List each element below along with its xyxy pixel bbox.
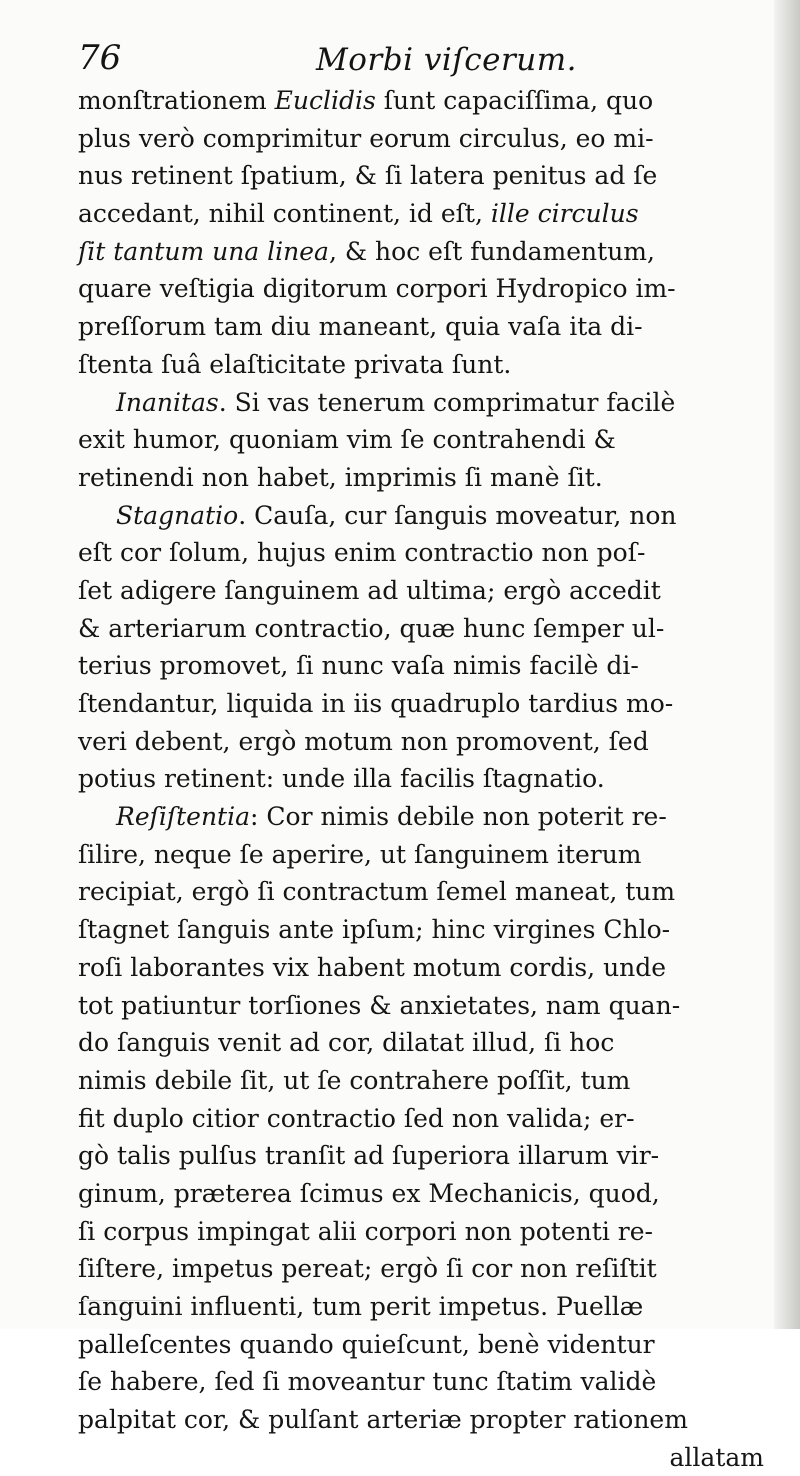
text-run: exit humor, quoniam vim ſe contrahendi &: [78, 425, 616, 455]
page-footer-rule: [82, 1282, 162, 1301]
text-run: . Si vas tenerum comprimatur facilè: [218, 387, 676, 417]
text-run: quare veſtigia digitorum corpori Hydropico im-: [78, 274, 676, 304]
text-line: [78, 1100, 768, 1138]
text-line: [78, 459, 768, 497]
page-number: 76: [78, 38, 122, 78]
text-run: fit duplo citior contractio ſed non valida; er-: [78, 1103, 635, 1133]
text-run: potius retinent: unde illa facilis ſtagnatio.: [78, 764, 605, 794]
text-run: roſi laborantes vix habent motum cordis, unde: [78, 952, 667, 982]
text-line: [78, 987, 768, 1025]
text-run: terius promovet, ſi nunc vaſa nimis facilè di-: [78, 651, 639, 681]
page-gutter-shadow: [774, 0, 800, 1329]
italic-term: Reſiſtentia: [116, 802, 251, 832]
text-line: [78, 760, 768, 798]
text-line: [78, 1213, 768, 1251]
italic-term: Euclidis: [274, 86, 376, 115]
italic-term: ille circulus: [490, 199, 639, 229]
text-line: [78, 534, 768, 572]
italic-term: Stagnatio: [116, 500, 239, 530]
text-line: [78, 346, 768, 384]
text-line: [78, 873, 768, 911]
text-run: do ſanguis venit ad cor, dilatat illud, ſi hoc: [78, 1028, 615, 1058]
text-line: [78, 120, 768, 158]
text-run: recipiat, ergò ſi contractum ſemel maneat, tum: [78, 877, 676, 907]
text-run: palleſcentes quando quieſcunt, benè videntur: [78, 1329, 655, 1359]
text-line: [78, 233, 768, 271]
text-run: ſet adigere ſanguinem ad ultima; ergò accedit: [78, 575, 661, 605]
text-run: . Cauſa, cur ſanguis moveatur, non: [238, 500, 677, 530]
text-line: [78, 1175, 768, 1213]
text-run: ſiſtere, impetus pereat; ergò ſi cor non reſiſtit: [78, 1254, 657, 1284]
text-line: [78, 949, 768, 987]
text-line: [78, 497, 768, 535]
text-run: , & hoc eſt fundamentum,: [328, 236, 655, 266]
text-line: [78, 1250, 768, 1288]
running-head: [78, 36, 768, 84]
text-line: [78, 610, 768, 648]
text-run: ſtagnet ſanguis ante ipſum; hinc virgines Chlo-: [78, 915, 671, 945]
text-line: [78, 1401, 768, 1439]
text-line: [78, 308, 768, 346]
text-run: ſilire, neque ſe aperire, ut ſanguinem iterum: [78, 839, 642, 869]
text-run: ginum, præterea ſcimus ex Mechanicis, quod,: [78, 1178, 660, 1208]
text-line: [78, 270, 768, 308]
text-run: veri debent, ergò motum non promovent, ſed: [78, 726, 649, 756]
text-line: [78, 1326, 768, 1364]
text-run: retinendi non habet, imprimis ſi manè ſit.: [78, 462, 603, 492]
text-line: [78, 421, 768, 459]
text-run: palpitat cor, & pulſant arteriæ propter rationem: [78, 1405, 688, 1435]
text-line: [78, 1062, 768, 1100]
text-run: tot patiuntur torſiones & anxietates, nam quan-: [78, 990, 681, 1020]
text-line: [78, 1288, 768, 1326]
text-run: gò talis pulſus tranſit ad ſuperiora illarum vir-: [78, 1141, 660, 1171]
text-run: nimis debile ſit, ut ſe contrahere poſſit, tum: [78, 1065, 631, 1095]
text-run: ſanguini influenti, tum perit impetus. Puellæ: [78, 1292, 644, 1321]
text-run: ſtendantur, liquida in iis quadruplo tardius mo-: [78, 689, 674, 718]
text-line: [78, 723, 768, 761]
running-head-title: Morbi viſcerum.: [316, 42, 577, 78]
catchword: allatam: [669, 1442, 764, 1472]
text-run: : Cor nimis debile non poterit re-: [250, 802, 667, 832]
text-line: [78, 685, 768, 723]
text-run: & arteriarum contractio, quæ hunc ſemper ul-: [78, 613, 665, 643]
text-line: [78, 384, 768, 422]
text-run: eſt cor ſolum, hujus enim contractio non poſ-: [78, 538, 646, 568]
text-run: ſtenta ſuâ elaſticitate privata ſunt.: [78, 349, 512, 379]
text-run: preſſorum tam diu maneant, quia vaſa ita di-: [78, 312, 643, 342]
italic-term: Inanitas: [116, 387, 219, 417]
text-run: ſunt capaciſſima, quo: [375, 86, 654, 115]
text-run: nus retinent ſpatium, & ſi latera penitus ad ſe: [78, 161, 658, 191]
text-line: [78, 82, 768, 120]
text-line: [78, 647, 768, 685]
text-line: [78, 1363, 768, 1401]
text-line: [78, 195, 768, 233]
body-text: [78, 82, 768, 1476]
text-line: [78, 1137, 768, 1175]
text-line: [78, 1024, 768, 1062]
text-line: [78, 572, 768, 610]
text-line: [78, 798, 768, 836]
text-line: [78, 157, 768, 195]
text-run: ſe habere, ſed ſi moveantur tunc ſtatim validè: [78, 1367, 657, 1397]
italic-term: ſit tantum una linea: [78, 236, 329, 266]
text-run: ſi corpus impingat alii corpori non potenti re-: [78, 1216, 653, 1246]
text-line: [78, 911, 768, 949]
text-run: plus verò comprimitur eorum circulus, eo mi-: [78, 123, 654, 153]
text-line: [78, 836, 768, 874]
text-run: accedant, nihil continent, id eſt,: [78, 199, 491, 229]
text-run: monſtrationem: [78, 86, 275, 115]
